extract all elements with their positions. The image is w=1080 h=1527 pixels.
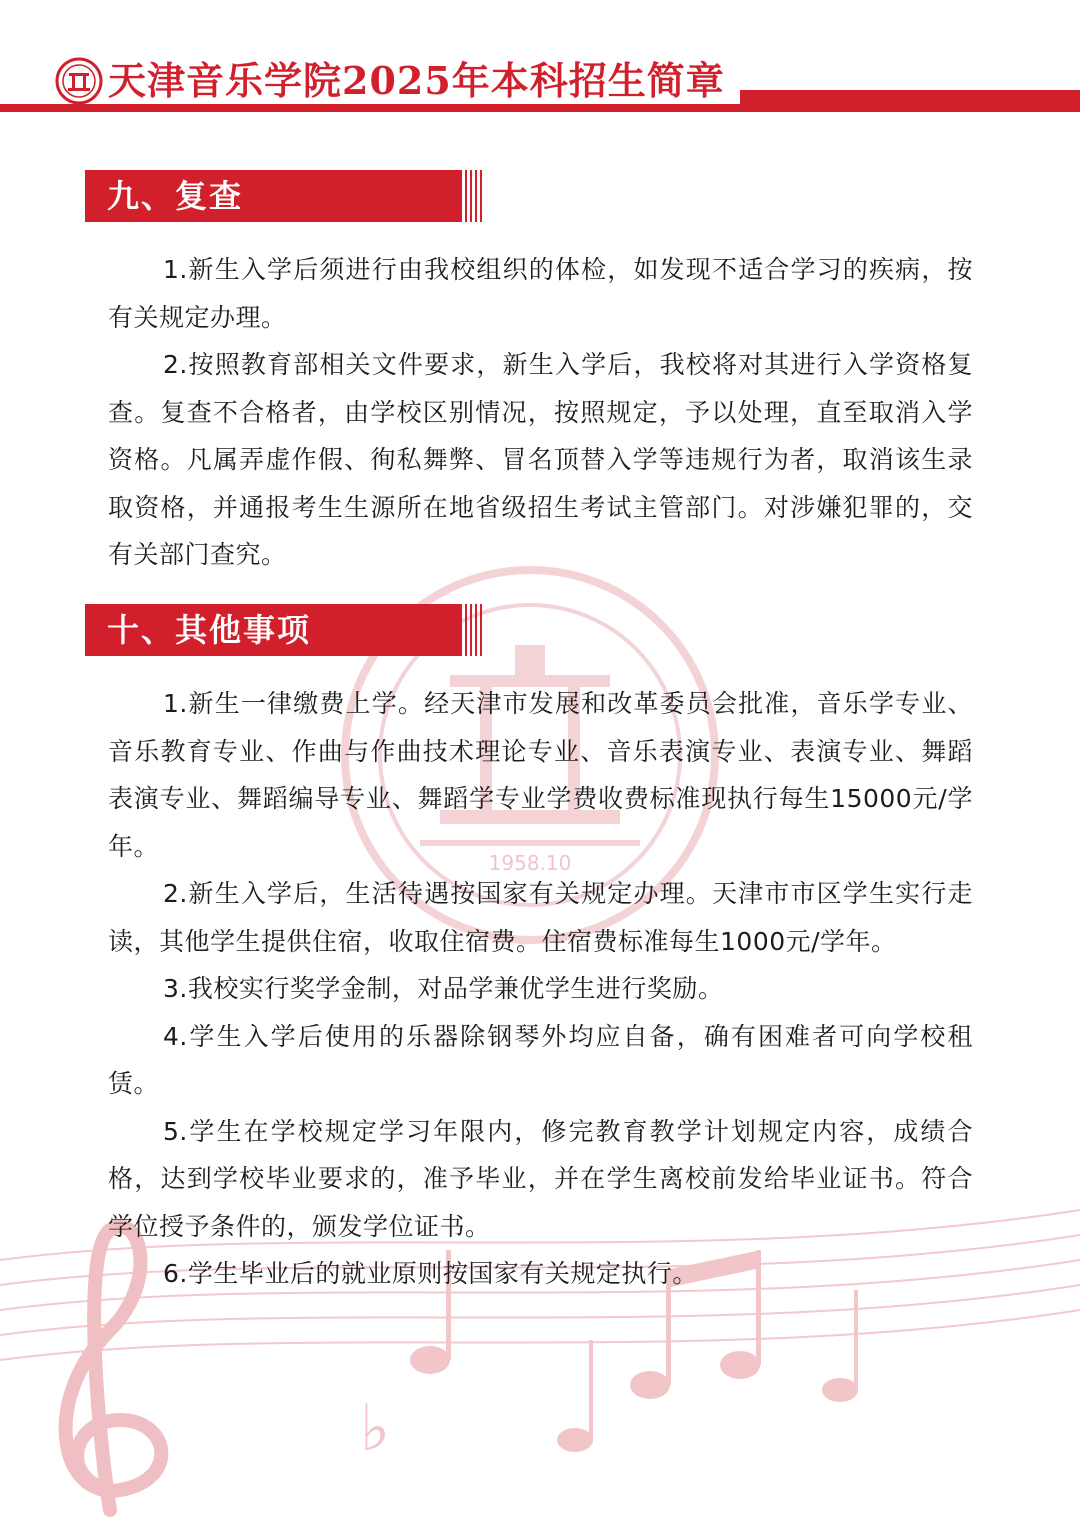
section-heading-other-matters	[85, 604, 485, 656]
page-header	[0, 0, 1080, 125]
paragraph: 3.我校实行奖学金制，对品学兼优学生进行奖励。	[163, 974, 724, 1003]
svg-text:♭: ♭	[360, 1392, 391, 1466]
section-heading-label: 十、其他事项	[107, 611, 312, 649]
header-red-tab	[715, 90, 1080, 112]
section-body-other-matters	[108, 680, 973, 1298]
paragraph: 1.新生一律缴费上学。经天津市发展和改革委员会批准，音乐学专业、音乐教育专业、作曲与作曲技术理论专业、音乐表演专业、表演专业、舞蹈表演专业、舞蹈编导专业、舞蹈学专业学费收费标准现执行每生15000元/学年。	[108, 689, 973, 861]
section-body-review	[108, 246, 973, 579]
paragraph: 4.学生入学后使用的乐器除钢琴外均应自备，确有困难者可向学校租赁。	[108, 1021, 973, 1098]
page-title: 天津音乐学院2025年本科招生简章	[108, 58, 725, 103]
section-heading-label: 九、复查	[107, 177, 244, 215]
paragraph: 2.新生入学后，生活待遇按国家有关规定办理。天津市市区学生实行走读，其他学生提供住宿，收取住宿费。住宿费标准每生1000元/学年。	[108, 879, 973, 956]
school-emblem-icon	[55, 57, 103, 105]
section-heading-review	[85, 170, 485, 222]
paragraph: 1.新生入学后须进行由我校组织的体检，如发现不适合学习的疾病，按有关规定办理。	[108, 255, 973, 332]
paragraph: 6.学生毕业后的就业原则按国家有关规定执行。	[163, 1259, 698, 1288]
paragraph: 5.学生在学校规定学习年限内，修完教育教学计划规定内容，成绩合格，达到学校毕业要求的，准予毕业，并在学生离校前发给毕业证书。符合学位授予条件的，颁发学位证书。	[108, 1116, 973, 1241]
paragraph: 2.按照教育部相关文件要求，新生入学后，我校将对其进行入学资格复查。复查不合格者，由学校区别情况，按照规定，予以处理，直至取消入学资格。凡属弄虚作假、徇私舞弊、冒名顶替入学等违规行为者，取消该生录取资格，并通报考生生源所在地省级招生考试主管部门。对涉嫌犯罪的，交有关部门查究。	[108, 350, 973, 569]
watermark-year: 1958.10	[488, 851, 572, 875]
